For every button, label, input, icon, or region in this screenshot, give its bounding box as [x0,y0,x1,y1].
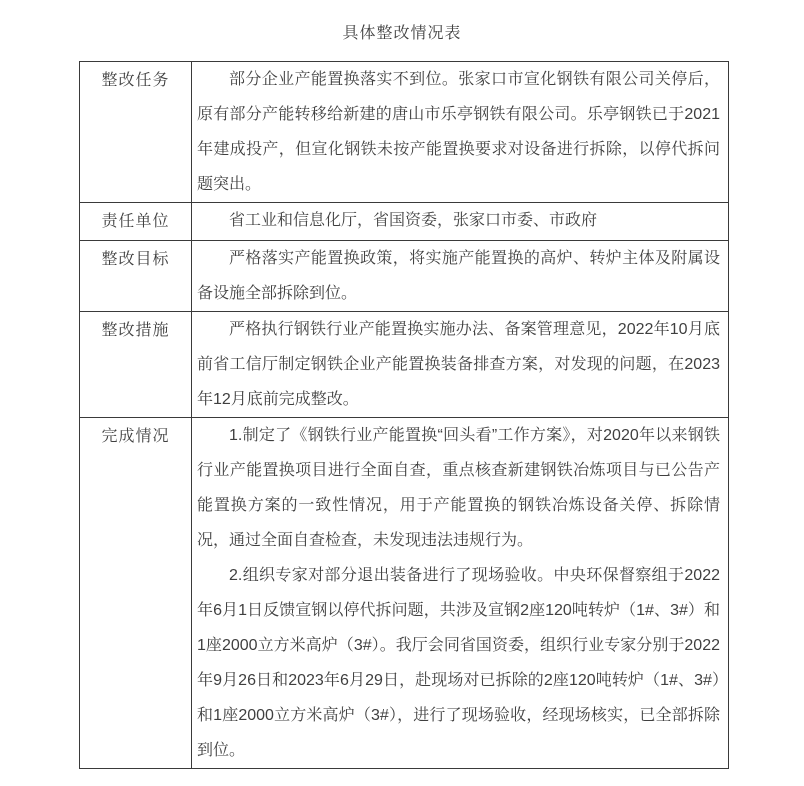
row-label-task: 整改任务 [80,62,192,203]
rectification-table [79,61,729,769]
table-row-goal [80,241,729,312]
task-paragraph: 部分企业产能置换落实不到位。张家口市宣化钢铁有限公司关停后，原有部分产能转移给新建的唐山市乐亭钢铁有限公司。乐亭钢铁已于2021年建成投产，但宣化钢铁未按产能置换要求对设备进行拆除，以停代拆问题突出。 [197,71,720,193]
measures-paragraph: 严格执行钢铁行业产能置换实施办法、备案管理意见，2022年10月底前省工信厅制定钢铁企业产能置换装备排查方案，对发现的问题，在2023年12月底前完成整改。 [197,321,720,408]
row-label-measures: 整改措施 [80,312,192,418]
goal-paragraph: 严格落实产能置换政策，将实施产能置换的高炉、转炉主体及附属设备设施全部拆除到位。 [197,250,720,302]
table-row-measures [80,312,729,418]
completion-paragraph-1: 1.制定了《钢铁行业产能置换“回头看”工作方案》，对2020年以来钢铁行业产能置换项目进行全面自查，重点核查新建钢铁冶炼项目与已公告产能置换方案的一致性情况，用于产能置换的钢铁冶炼设备关停、拆除情况，通过全面自查检查，未发现违法违规行为。 [197,427,720,549]
row-content-responsible-unit [192,203,729,241]
row-content-measures [192,312,729,418]
responsible-unit-paragraph: 省工业和信息化厅，省国资委，张家口市委、市政府 [229,212,598,229]
table-row-responsible-unit [80,203,729,241]
row-label-responsible-unit: 责任单位 [80,203,192,241]
row-label-goal: 整改目标 [80,241,192,312]
completion-paragraph-2: 2.组织专家对部分退出装备进行了现场验收。中央环保督察组于2022年6月1日反馈宣钢以停代拆问题，共涉及宣钢2座120吨转炉（1#、3#）和1座2000立方米高炉（3#）。我厅会同省国资委，组织行业专家分别于2022年9月26日和2023年6月29日，赴现场对已拆除的2座120吨转炉（1#、3#）和1座2000立方米高炉（3#），进行了现场验收，经现场核实，已全部拆除到位。 [197,567,720,759]
page-title: 具体整改情况表 [342,25,462,42]
row-label-completion-status: 完成情况 [80,418,192,769]
row-content-task [192,62,729,203]
row-content-goal [192,241,729,312]
table-row-task [80,62,729,203]
row-content-completion-status [192,418,729,769]
table-row-completion-status [80,418,729,769]
